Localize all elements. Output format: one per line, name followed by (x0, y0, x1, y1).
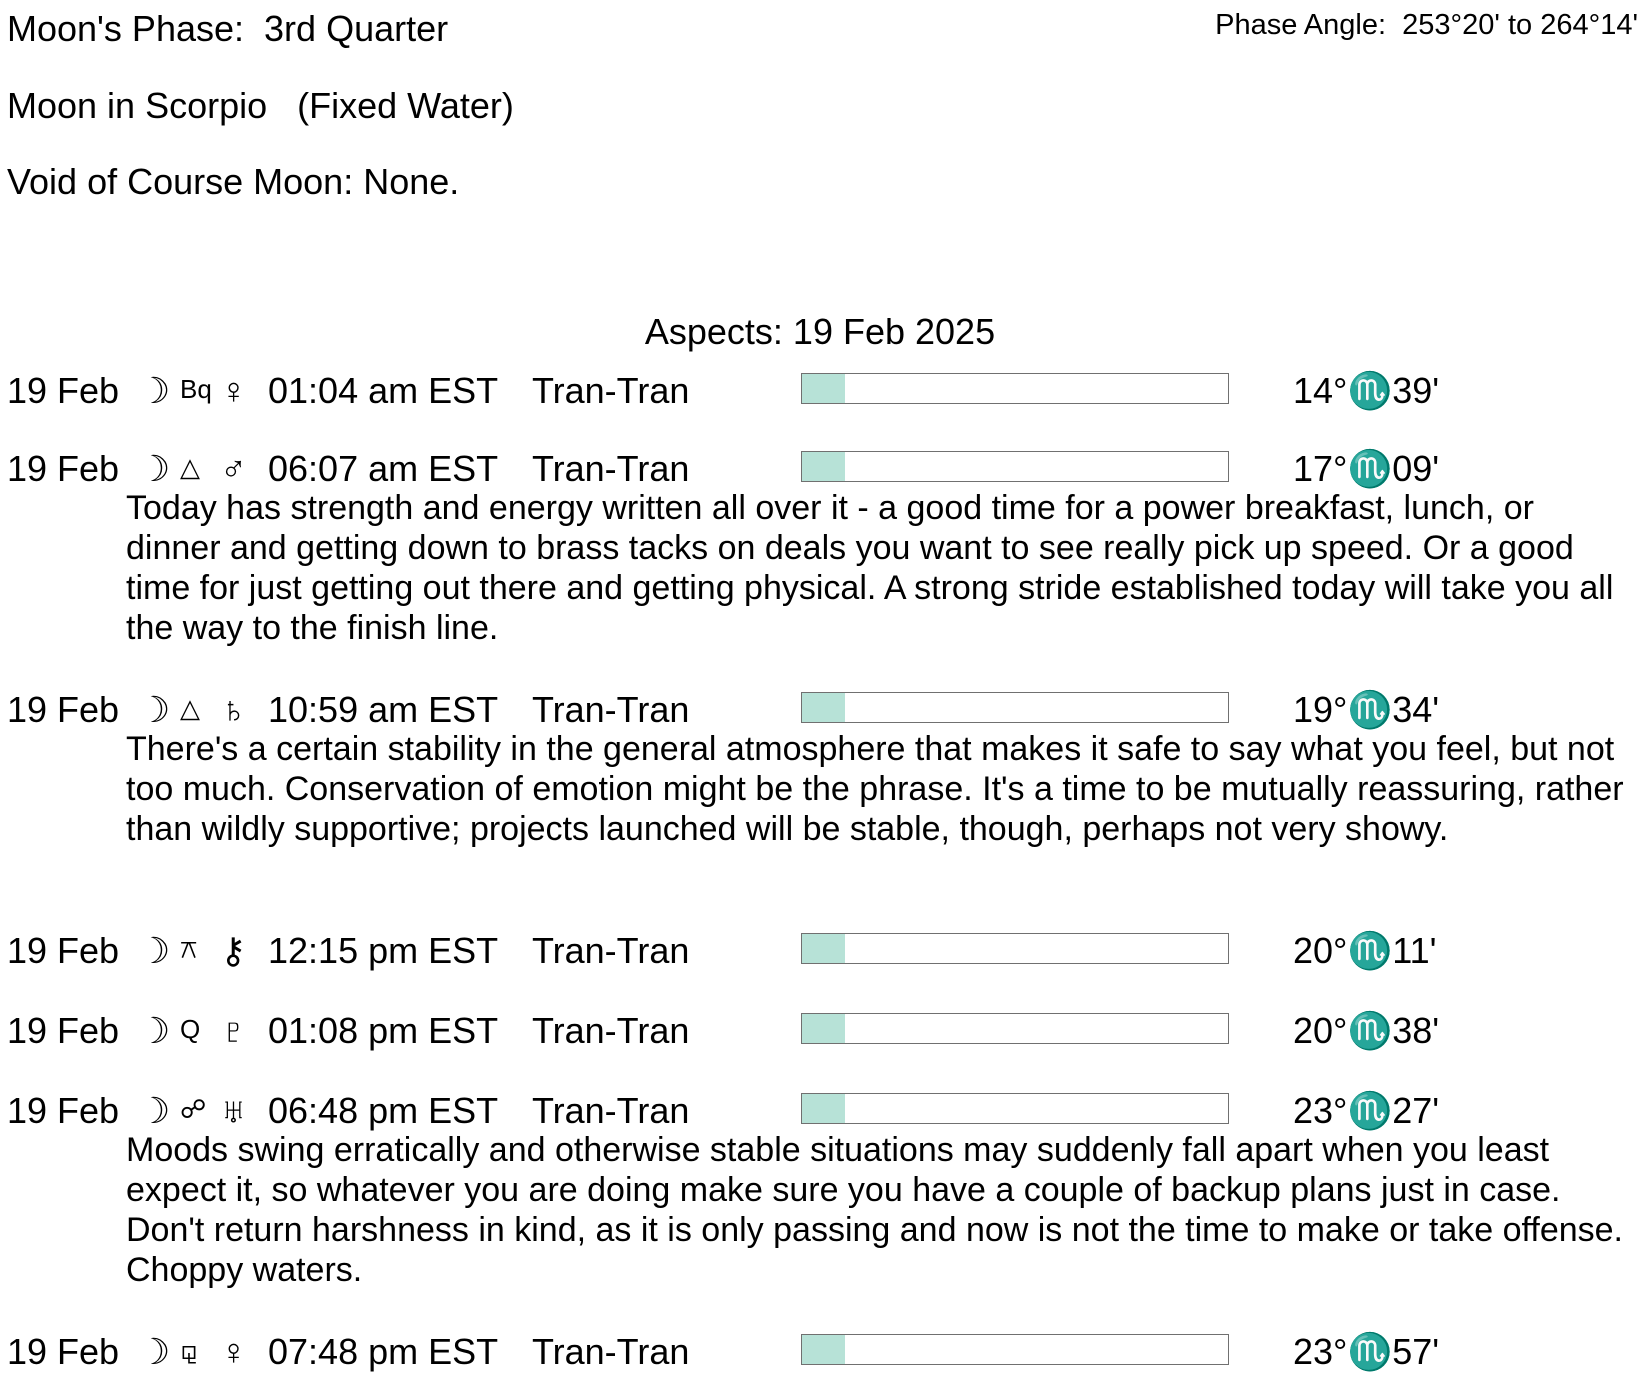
aspect-date: 19 Feb (7, 1331, 120, 1372)
moon-glyph: ☽ (138, 370, 171, 411)
strength-bar (801, 1013, 1229, 1044)
strength-bar-fill (802, 693, 845, 722)
aspect-entry (0, 1331, 1640, 1371)
strength-bar (801, 1334, 1229, 1365)
strength-bar-fill (802, 934, 845, 963)
aspect-type: Tran-Tran (532, 1090, 690, 1131)
aspect-position: 14°♏39' (1293, 370, 1440, 411)
aspect-glyph: ⚻ (180, 934, 198, 964)
aspect-position: 20°♏38' (1293, 1010, 1440, 1051)
phase-angle: Phase Angle: 253°20' to 264°14' (1215, 9, 1638, 41)
aspect-row (0, 1010, 1640, 1050)
aspect-time: 12:15 pm EST (268, 930, 499, 971)
aspect-type: Tran-Tran (532, 370, 690, 411)
aspect-row (0, 930, 1640, 970)
aspect-glyph: ⚼ (180, 1335, 198, 1365)
aspects-title: Aspects: 19 Feb 2025 (644, 311, 996, 352)
strength-bar-fill (802, 452, 845, 481)
moon-glyph: ☽ (138, 448, 171, 489)
aspect-position: 17°♏09' (1293, 448, 1440, 489)
aspect-description: Today has strength and energy written all over it - a good time for a power breakfast, lunch, or dinner and getting down to brass tacks on deals you want to see really pick up speed. Or a good time for just getting out there and getting physical. A strong stride established today will take you all the way to the finish line. (126, 489, 1614, 647)
aspect-row (0, 689, 1640, 729)
aspect-glyph: △ (180, 693, 200, 723)
strength-bar-fill (802, 374, 845, 403)
aspect-time: 07:48 pm EST (268, 1331, 499, 1372)
planet-glyph: ♅ (220, 1090, 247, 1131)
phase-label: Moon's Phase: (7, 8, 245, 49)
strength-bar-fill (802, 1335, 845, 1364)
aspect-date: 19 Feb (7, 370, 120, 411)
planet-glyph: ♀ (220, 1331, 247, 1372)
phase-value: 3rd Quarter (264, 8, 449, 49)
aspect-time: 06:48 pm EST (268, 1090, 499, 1131)
planet-glyph: ⚷ (220, 930, 247, 971)
moon-glyph: ☽ (138, 689, 171, 730)
moon-glyph: ☽ (138, 930, 171, 971)
moon-phase-line (7, 8, 448, 50)
aspect-entry (0, 448, 1640, 648)
aspect-date: 19 Feb (7, 689, 120, 730)
strength-bar (801, 451, 1229, 482)
aspect-type: Tran-Tran (532, 448, 690, 489)
strength-bar-fill (802, 1014, 845, 1043)
aspect-time: 06:07 am EST (268, 448, 499, 489)
strength-bar-fill (802, 1094, 845, 1123)
aspect-row (0, 370, 1640, 410)
moon-sign-line (7, 85, 514, 127)
aspect-entry (0, 689, 1640, 849)
moon-glyph: ☽ (138, 1331, 171, 1372)
moon-sign: Moon in Scorpio (7, 85, 268, 126)
planet-glyph: ♇ (220, 1010, 247, 1051)
aspect-time: 01:08 pm EST (268, 1010, 499, 1051)
aspect-row (0, 448, 1640, 488)
aspect-time: 01:04 am EST (268, 370, 499, 411)
aspect-type: Tran-Tran (532, 1010, 690, 1051)
aspect-date: 19 Feb (7, 448, 120, 489)
aspect-date: 19 Feb (7, 1090, 120, 1131)
aspect-description: There's a certain stability in the general atmosphere that makes it safe to say what you feel, but not too much. Conservation of emotion might be the phrase. It's a time to be mutually reassuring, rather than wildly supportive; projects launched will be stable, though, perhaps not very showy. (126, 730, 1624, 848)
aspect-glyph: Bq (180, 374, 212, 404)
aspect-description: Moods swing erratically and otherwise stable situations may suddenly fall apart when you least expect it, so whatever you are doing make sure you have a couple of backup plans just in case. Don't return harshness in kind, as it is only passing and now is not the time to make or take offense. Choppy waters. (126, 1131, 1623, 1289)
strength-bar (801, 933, 1229, 964)
aspect-glyph: △ (180, 452, 200, 482)
aspect-type: Tran-Tran (532, 1331, 690, 1372)
planet-glyph: ♂ (220, 448, 247, 489)
aspect-entry (0, 930, 1640, 970)
aspect-entry (0, 1010, 1640, 1050)
strength-bar (801, 1093, 1229, 1124)
moon-modality: (Fixed Water) (297, 85, 514, 126)
aspect-position: 23°♏57' (1293, 1331, 1440, 1372)
aspect-glyph: ☍ (180, 1094, 207, 1124)
planet-glyph: ♄ (220, 689, 247, 730)
void-of-course: Void of Course Moon: None. (7, 161, 460, 202)
aspect-position: 20°♏11' (1293, 930, 1437, 971)
aspect-row (0, 1090, 1640, 1130)
moon-glyph: ☽ (138, 1010, 171, 1051)
aspect-position: 19°♏34' (1293, 689, 1440, 730)
aspect-position: 23°♏27' (1293, 1090, 1440, 1131)
aspect-type: Tran-Tran (532, 689, 690, 730)
aspect-time: 10:59 am EST (268, 689, 499, 730)
aspect-entry (0, 1090, 1640, 1290)
aspect-glyph: Q (180, 1014, 201, 1044)
planet-glyph: ♀ (220, 370, 247, 411)
aspect-entry (0, 370, 1640, 410)
aspect-date: 19 Feb (7, 930, 120, 971)
strength-bar (801, 692, 1229, 723)
aspect-type: Tran-Tran (532, 930, 690, 971)
aspect-date: 19 Feb (7, 1010, 120, 1051)
strength-bar (801, 373, 1229, 404)
aspect-row (0, 1331, 1640, 1371)
moon-glyph: ☽ (138, 1090, 171, 1131)
